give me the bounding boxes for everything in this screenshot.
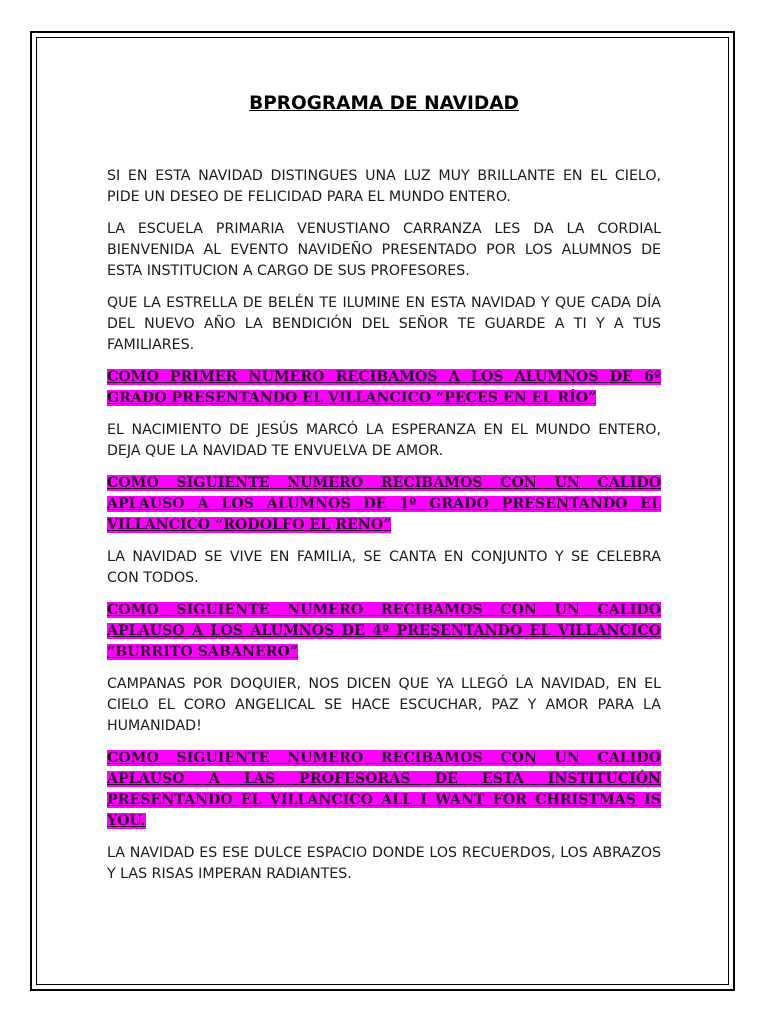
highlight-act-2 xyxy=(107,473,661,536)
paragraph-star-blessing: QUE LA ESTRELLA DE BELÉN TE ILUMINE EN ESTA NAVIDAD Y QUE CADA DÍA DEL NUEVO AÑO LA BENDICIÓN DEL SEÑOR TE GUARDE A TI Y A TUS FAMILIARES. xyxy=(107,295,661,353)
paragraph-closing: LA NAVIDAD ES ESE DULCE ESPACIO DONDE LOS RECUERDOS, LOS ABRAZOS Y LAS RISAS IMPERAN RADIANTES. xyxy=(107,845,661,882)
document-title: BPROGRAMA DE NAVIDAD xyxy=(249,93,519,114)
highlight-act-1 xyxy=(107,367,661,409)
highlight-act-4-text: COMO SIGUIENTE NUMERO RECIBAMOS CON UN CALIDO APLAUSO A LAS PROFESORAS DE ESTA INSTITUCIÓN PRESENTANDO EL VILLANCICO ALL I WANT FOR CHRISTMAS IS YOU. xyxy=(107,750,661,829)
highlight-act-1-text: COMO PRIMER NUMERO RECIBAMOS A LOS ALUMNOS DE 6º GRADO PRESENTANDO EL VILLANCICO “PECES EN EL RÍO” xyxy=(107,369,661,406)
document-body xyxy=(107,92,661,896)
highlight-act-3 xyxy=(107,600,661,663)
paragraph-welcome: LA ESCUELA PRIMARIA VENUSTIANO CARRANZA LES DA LA CORDIAL BIENVENIDA AL EVENTO NAVIDEÑO PRESENTADO POR LOS ALUMNOS DE ESTA INSTITUCION A CARGO DE SUS PROFESORES. xyxy=(107,221,661,279)
paragraph-birth-of-jesus: EL NACIMIENTO DE JESÚS MARCÓ LA ESPERANZA EN EL MUNDO ENTERO, DEJA QUE LA NAVIDAD TE ENVUELVA DE AMOR. xyxy=(107,422,661,459)
paragraph-bells: CAMPANAS POR DOQUIER, NOS DICEN QUE YA LLEGÓ LA NAVIDAD, EN EL CIELO EL CORO ANGELICAL SE HACE ESCUCHAR, PAZ Y AMOR PARA LA HUMANIDAD! xyxy=(107,676,661,734)
highlight-act-2-text: COMO SIGUIENTE NUMERO RECIBAMOS CON UN CALIDO APLAUSO A LOS ALUMNOS DE 1º GRADO PRESENTANDO EL VILLANCICO “RODOLFO EL RENO” xyxy=(107,475,661,533)
paragraph-family: LA NAVIDAD SE VIVE EN FAMILIA, SE CANTA EN CONJUNTO Y SE CELEBRA CON TODOS. xyxy=(107,549,661,586)
paragraph-intro-wish: SI EN ESTA NAVIDAD DISTINGUES UNA LUZ MUY BRILLANTE EN EL CIELO, PIDE UN DESEO DE FELICIDAD PARA EL MUNDO ENTERO. xyxy=(107,168,661,205)
highlight-act-3-text: COMO SIGUIENTE NUMERO RECIBAMOS CON UN CALIDO APLAUSO A LOS ALUMNOS DE 4º PRESENTANDO EL VILLANCICO “BURRITO SABANERO” xyxy=(107,602,661,660)
highlight-act-4 xyxy=(107,748,661,832)
